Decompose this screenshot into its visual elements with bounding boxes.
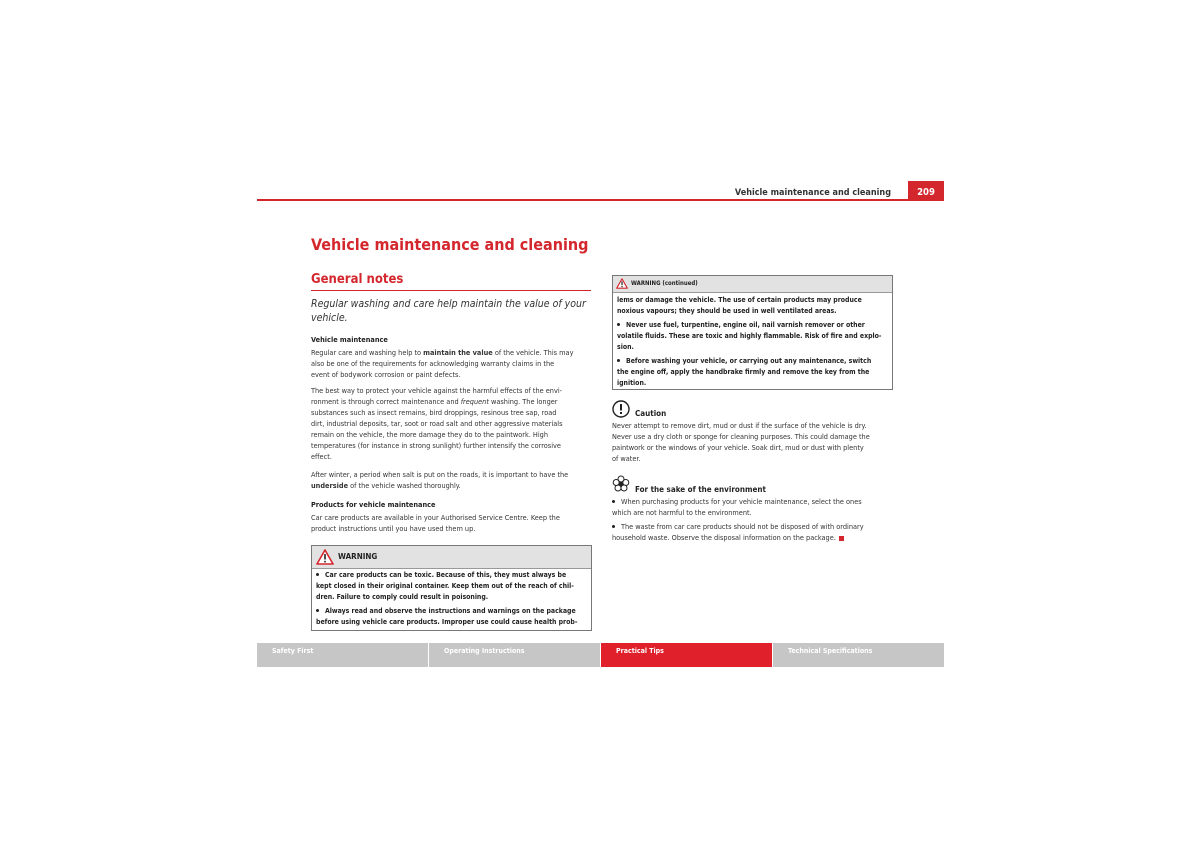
- warning-line: Always read and observe the instructions and warnings on the package: [316, 606, 576, 617]
- warning-box: [311, 545, 592, 631]
- section-end-marker: [839, 536, 844, 541]
- warning-triangle-icon: [616, 278, 628, 289]
- section-intro: [311, 298, 591, 325]
- section-rule: [311, 290, 591, 291]
- chapter-title: Vehicle maintenance and cleaning: [311, 235, 589, 254]
- intro-line: Regular washing and care help maintain the value of your: [311, 298, 586, 310]
- nav-tab-practical-tips[interactable]: Practical Tips: [601, 643, 772, 667]
- warning-line: Before washing your vehicle, or carrying out any maintenance, switch: [617, 356, 871, 367]
- warning-triangle-icon: [316, 549, 334, 565]
- warning-line: before using vehicle care products. Improper use could cause health prob-: [316, 618, 578, 626]
- caution-label: Caution: [635, 409, 667, 418]
- warning-line: dren. Failure to comply could result in poisoning.: [316, 593, 489, 601]
- warning-line: noxious vapours; they should be used in well ventilated areas.: [617, 307, 837, 315]
- section-title: General notes: [311, 272, 404, 287]
- subheading-vehicle-maintenance: Vehicle maintenance: [311, 335, 388, 344]
- warning-continued-header: [613, 276, 892, 293]
- warning-line: kept closed in their original container. Keep them out of the reach of chil-: [316, 582, 574, 590]
- warning-line: ignition.: [617, 379, 647, 387]
- warning-continued-box: [612, 275, 893, 390]
- caution-icon: [612, 400, 630, 418]
- intro-line: vehicle.: [311, 311, 348, 324]
- environment-flower-icon: [612, 475, 630, 493]
- caution-text: Never attempt to remove dirt, mud or dust if the surface of the vehicle is dry. Never use a dry cloth or sponge for cleaning purposes. This could damage the paintwork or the windows of your vehicle. Soak dirt, mud or dust with plenty of water.: [612, 421, 870, 463]
- warning-line: volatile fluids. These are toxic and highly flammable. Risk of fire and explo-: [617, 332, 882, 340]
- warning-header: [312, 546, 591, 569]
- warning-line: the engine off, apply the handbrake firmly and remove the key from the: [617, 368, 870, 376]
- warning-label: WARNING: [338, 552, 378, 561]
- nav-tab-safety-first[interactable]: Safety First: [257, 643, 428, 667]
- subheading-products: Products for vehicle maintenance: [311, 500, 436, 509]
- paragraph-3: After winter, a period when salt is put on the roads, it is important to have the underside of the vehicle washed thoroughly.: [311, 470, 569, 490]
- paragraph-1: Regular care and washing help to maintain the value of the vehicle. This may also be one of the requirements for acknowledging warranty claims in the event of bodywork corrosion or paint defects.: [311, 348, 574, 379]
- warning-line: lems or damage the vehicle. The use of certain products may produce: [617, 296, 862, 304]
- environment-label: For the sake of the environment: [635, 485, 766, 494]
- warning-continued-label: WARNING (continued): [631, 280, 698, 287]
- paragraph-4: Car care products are available in your Authorised Service Centre. Keep the product instructions until you have used them up.: [311, 513, 560, 533]
- warning-line: sion.: [617, 343, 634, 351]
- page-number: 209: [908, 181, 944, 201]
- running-header-title: Vehicle maintenance and cleaning: [734, 188, 891, 198]
- header-rule: [257, 199, 944, 201]
- nav-tab-operating-instructions[interactable]: Operating Instructions: [429, 643, 600, 667]
- warning-line: Car care products can be toxic. Because of this, they must always be: [316, 570, 566, 581]
- warning-line: Never use fuel, turpentine, engine oil, nail varnish remover or other: [617, 320, 865, 331]
- nav-tab-technical-specifications[interactable]: Technical Specifications: [773, 643, 944, 667]
- environment-text: When purchasing products for your vehicle maintenance, select the ones which are not harmful to the environment. The waste from car care products should not be disposed of with ordinary household waste. Observe the disposal information on the package.: [612, 497, 864, 542]
- paragraph-2: The best way to protect your vehicle against the harmful effects of the envi- ronment is through correct maintenance and frequent washing. The longer substances such as insect remains, bird droppings, resinous tree sap, road dirt, industrial deposits, tar, soot or road salt and other aggressive materials remain on the vehicle, the more damage they do to the paintwork. High temperatures (for instance in strong sunlight) further intensify the corrosive effect.: [311, 386, 563, 461]
